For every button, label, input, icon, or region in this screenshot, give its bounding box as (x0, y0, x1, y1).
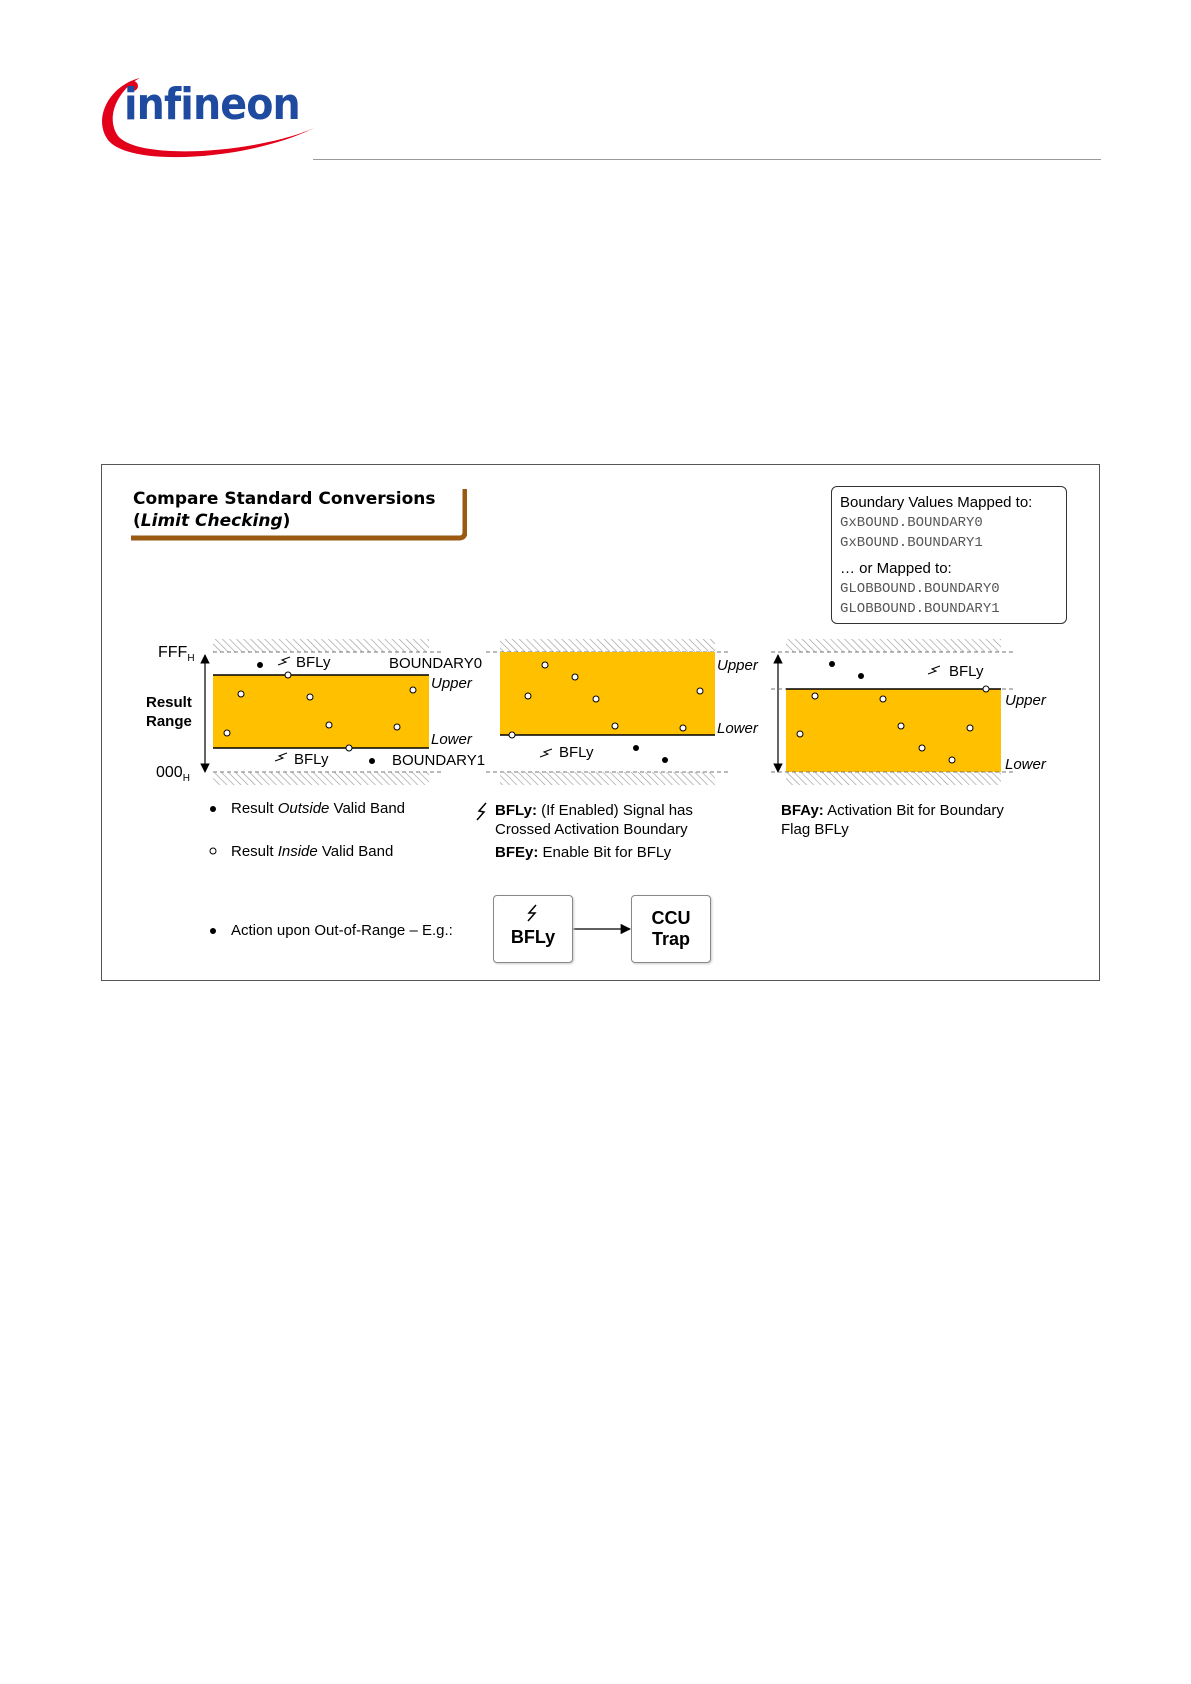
panel1-lightning-icon-bottom (275, 753, 287, 761)
figure-title-line2: (Limit Checking) (133, 511, 291, 531)
panel2-lower: Lower (717, 720, 758, 737)
panel2-inside-dot (542, 662, 548, 668)
panel1-inside-dot (224, 730, 230, 736)
bfly-lightning-icon (494, 904, 572, 927)
panel1-inside-dot (238, 691, 244, 697)
panel1-inside-dot (394, 724, 400, 730)
panel-3 (771, 639, 1014, 785)
panel3-outside-dot (858, 673, 864, 679)
panel1-hatch-top (213, 639, 429, 652)
panel2-band (500, 652, 715, 735)
range-label-line2: Range (146, 713, 192, 730)
mapping-group-reg-1: GxBOUND.BOUNDARY1 (840, 535, 983, 551)
panel1-inside-dot (326, 722, 332, 728)
legend-bfay-line2: Flag BFLy (781, 821, 849, 838)
panel1-inside-dot (307, 694, 313, 700)
panel-2 (486, 639, 728, 785)
legend-inside: Result Inside Valid Band (231, 843, 394, 860)
axis-bottom-label: $000_H$ (156, 764, 190, 785)
mapping-global-reg-0: GLOBBOUND.BOUNDARY0 (840, 581, 1000, 597)
panel1-upper: Upper (431, 675, 472, 692)
range-label-line1: Result (146, 694, 192, 711)
panel3-inside-dot (967, 725, 973, 731)
legend-bfey: BFEy: Enable Bit for BFLy (495, 844, 672, 861)
panel2-inside-dot (572, 674, 578, 680)
panel1-inside-dot (285, 672, 291, 678)
panel3-lightning-icon (928, 666, 940, 674)
legend-action: Action upon Out-of-Range – E.g.: (231, 922, 453, 939)
legend-outside-dot (210, 806, 216, 812)
panel2-inside-dot (593, 696, 599, 702)
panel1-flag-top: BFLy (296, 654, 331, 671)
panel3-inside-dot (983, 686, 989, 692)
panel3-inside-dot (797, 731, 803, 737)
panel1-flag-bottom: BFLy (294, 751, 329, 768)
panel2-hatch-top (500, 639, 715, 652)
panel2-upper: Upper (717, 657, 758, 674)
panel2-inside-dot (525, 693, 531, 699)
ccu-trap-line2: Trap (651, 929, 690, 949)
panel1-hatch-bottom (213, 772, 429, 785)
panel1-inside-dot (410, 687, 416, 693)
panel1-boundary0: BOUNDARY0 (389, 655, 483, 672)
panel3-inside-dot (898, 723, 904, 729)
axis-top-label: $FFF_H$ (158, 644, 195, 665)
legend-inside-dot (210, 848, 216, 854)
panel2-outside-dot (633, 745, 639, 751)
panel1-boundary1: BOUNDARY1 (392, 752, 486, 769)
action-box-bfly-label: BFLy (510, 927, 556, 947)
panel1-outside-dot (257, 662, 263, 668)
panel1-band (213, 675, 429, 748)
action-box-ccu-trap (631, 895, 711, 963)
panel2-inside-dot (612, 723, 618, 729)
panel3-inside-dot (949, 757, 955, 763)
panel1-lower: Lower (431, 731, 472, 748)
panel2-lightning-icon (540, 749, 552, 757)
legend-outside: Result Outside Valid Band (231, 800, 405, 817)
panel1-lightning-icon-top (278, 657, 290, 665)
panel3-hatch-top (786, 639, 1001, 652)
action-box-bfly (493, 895, 573, 963)
mapping-global-reg-1: GLOBBOUND.BOUNDARY1 (840, 601, 1000, 617)
legend-bfly-line2: Crossed Activation Boundary (495, 821, 688, 838)
panel3-flag: BFLy (949, 663, 984, 680)
panel2-inside-dot (680, 725, 686, 731)
legend-lightning-icon (477, 803, 486, 820)
panel2-hatch-bottom (500, 772, 715, 785)
panel3-upper: Upper (1005, 692, 1046, 709)
mapping-heading: Boundary Values Mapped to: (840, 494, 1033, 511)
legend-action-bullet (210, 928, 216, 934)
panel1-outside-dot (369, 758, 375, 764)
ccu-trap-line1: CCU (651, 908, 691, 928)
mapping-group-reg-0: GxBOUND.BOUNDARY0 (840, 515, 983, 531)
figure-title-line1: Compare Standard Conversions (133, 489, 436, 509)
panel2-inside-dot (697, 688, 703, 694)
logo-wordmark: infineon (124, 79, 300, 130)
panel2-inside-dot (509, 732, 515, 738)
legend-bfay: BFAy: Activation Bit for Boundary (781, 802, 1004, 819)
panel1-inside-dot (346, 745, 352, 751)
panel3-hatch-bottom (786, 772, 1001, 785)
panel3-inside-dot (812, 693, 818, 699)
panel3-lower: Lower (1005, 756, 1046, 773)
panel3-outside-dot (829, 661, 835, 667)
panel2-outside-dot (662, 757, 668, 763)
mapping-alt-heading: … or Mapped to: (840, 560, 952, 577)
panel2-flag: BFLy (559, 744, 594, 761)
panel3-inside-dot (919, 745, 925, 751)
panel3-inside-dot (880, 696, 886, 702)
legend-bfly: BFLy: (If Enabled) Signal has (495, 802, 693, 819)
